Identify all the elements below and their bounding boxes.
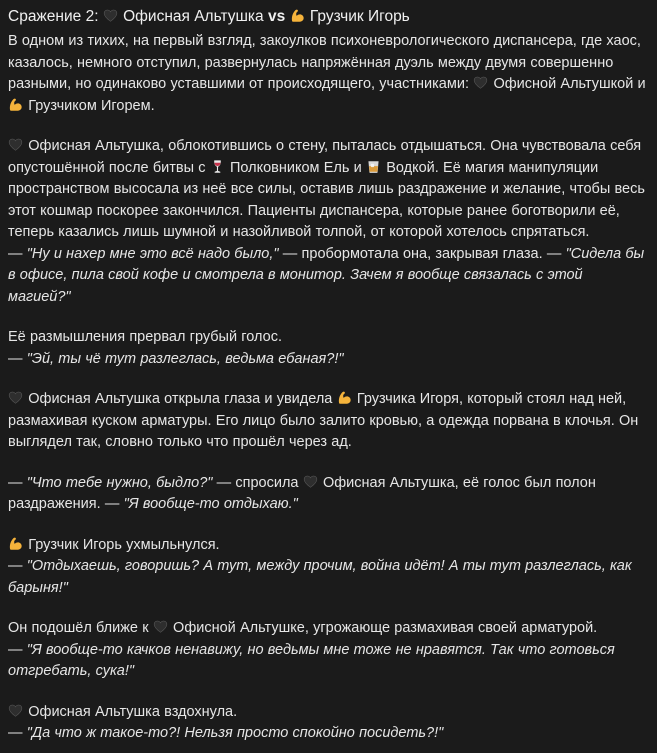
black-heart-icon [303, 474, 318, 489]
black-heart-icon [103, 8, 118, 23]
paragraph-exhaustion [8, 136, 649, 308]
sigh-name: Офисная Альтушка [28, 703, 160, 720]
approach-dash: — [8, 641, 23, 658]
approach-text-1: Он подошёл ближе к [8, 620, 149, 636]
post-title [8, 6, 649, 28]
intro-name-igor: Грузчиком Игорем. [28, 97, 155, 114]
paragraph-sigh [8, 702, 649, 745]
title-fighter-2: Грузчик Игорь [309, 8, 410, 25]
paragraph-approach [8, 618, 649, 683]
tumbler-glass-icon [366, 159, 381, 174]
title-vs: vs [267, 8, 286, 25]
black-heart-icon [153, 619, 168, 634]
need-quote-1: "Что тебе нужно, быдло?" [26, 474, 213, 491]
black-heart-icon [8, 137, 23, 152]
need-text-1: — спросила [216, 474, 299, 491]
black-heart-icon [8, 390, 23, 405]
approach-name: Офисной Альтушке, [173, 620, 309, 636]
voice-dash: — [8, 350, 23, 367]
flexed-biceps-icon [290, 8, 305, 23]
sees-name: Офисная Альтушка [28, 391, 160, 407]
exhaustion-name: Офисная Альтушка, [28, 138, 164, 154]
black-heart-icon [8, 703, 23, 718]
paragraph-intro [8, 31, 649, 117]
intro-text: В одном из тихих, на первый взгляд, закоулков психоневрологического диспансера, где хаос, казалось, немного отступил, развернулась напряжённая дуэль между двумя совершенно разными, но одинаково уставшими от происходящего, участниками: [8, 33, 641, 92]
need-name: Офисная Альтушка, [322, 474, 459, 491]
paragraph-sees-igor [8, 389, 649, 454]
wine-glass-icon [210, 159, 225, 174]
sees-text-2: который стоял над ней, размахивая куском арматуры. Его лицо было залито кровью, а одежда порвана в клочья. Он выглядел так, словно только что прошёл через ад. [8, 391, 639, 450]
exhaustion-and: и [353, 159, 362, 176]
smirk-name: Грузчик Игорь [28, 536, 122, 553]
exhaustion-quote-1: "Ну и нахер мне это всё надо было," [26, 245, 279, 262]
need-dash: — [8, 474, 23, 491]
voice-quote: "Эй, ты чё тут разлеглась, ведьма ебаная?!" [26, 350, 344, 367]
smirk-text: ухмыльнулся. [126, 536, 220, 553]
flexed-biceps-icon [8, 536, 23, 551]
paragraph-voice [8, 327, 649, 370]
exhaustion-dash: — [8, 245, 23, 262]
exhaustion-text-3: — пробормотала она, закрывая глаза. — [282, 245, 562, 262]
paragraph-igor-smirks [8, 535, 649, 600]
smirk-dash: — [8, 558, 23, 574]
voice-text: Её размышления прервал грубый голос. [8, 329, 282, 345]
black-heart-icon [473, 75, 488, 90]
sees-text-1: открыла глаза и увидела [164, 391, 333, 407]
sees-igor: Грузчика Игоря, [356, 391, 464, 407]
need-text-2: её голос был полон раздражения. — [8, 474, 596, 512]
exhaustion-text-1: облокотившись о стену, пыталась отдышаться. Она чувствовала себя опустошённой после битвы с [8, 138, 642, 176]
title-fighter-1: Офисная Альтушка [123, 8, 264, 25]
sigh-quote: "Да что ж такое-то?! Нельзя просто спокойно посидеть?!" [26, 725, 444, 741]
exhaustion-quote-2: "Сидела бы в офисе, пила свой кофе и смотрела в монитор. Зачем я вообще связалась с этой магией?" [8, 245, 645, 305]
paragraph-what-need [8, 473, 649, 516]
intro-name-altushka: Офисной Альтушкой [493, 76, 634, 92]
flexed-biceps-icon [337, 390, 352, 405]
sigh-text: вздохнула. [164, 703, 238, 720]
smirk-quote: "Отдыхаешь, говоришь? А тут, между прочим, война идёт! А ты тут разлеглась, как барыня!" [8, 558, 632, 596]
intro-and: и [637, 76, 646, 92]
sigh-dash: — [8, 725, 23, 741]
exhaustion-text-2: Её магия манипуляции пространством высосала из неё все силы, оставив лишь раздражение и желание, чтобы весь этот кошмар поскорее закончился. Пациенты диспансера, которые ранее боготворили её, теперь казались лишь шумной и назойливой толпой, от которой хотелось спрятаться. [8, 159, 645, 240]
approach-text-2: угрожающе размахивая своей арматурой. [313, 620, 598, 636]
approach-quote: "Я вообще-то качков ненавижу, но ведьмы мне тоже не нравятся. Так что готовься отгребать, сука!" [8, 641, 615, 679]
need-quote-2: "Я вообще-то отдыхаю." [123, 496, 298, 512]
flexed-biceps-icon [8, 97, 23, 112]
exhaustion-colonel: Полковником Ель [229, 159, 350, 176]
exhaustion-vodka: Водкой. [386, 159, 439, 176]
title-prefix: Сражение 2: [8, 8, 99, 25]
